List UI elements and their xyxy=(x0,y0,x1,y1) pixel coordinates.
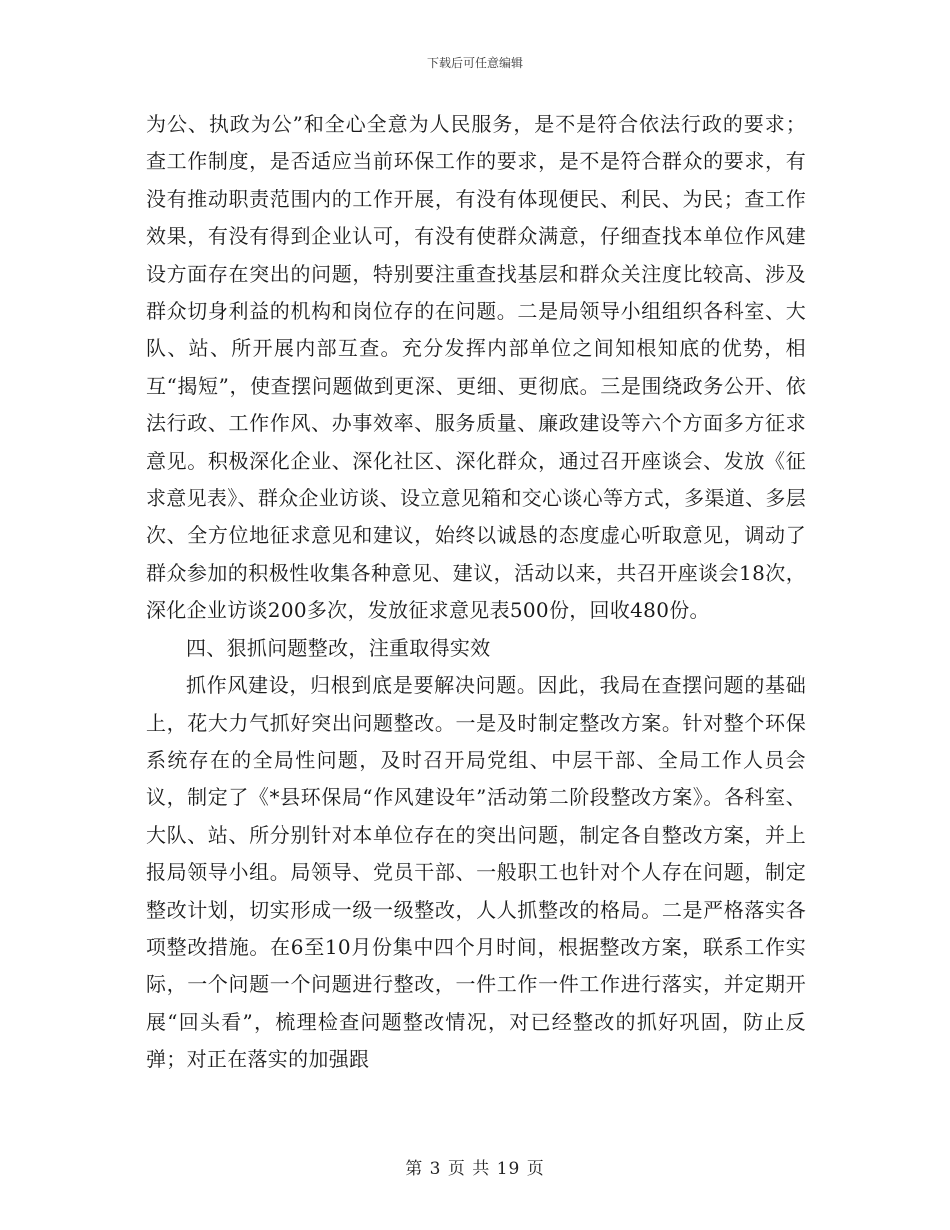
page-number: 第 3 页 共 19 页 xyxy=(405,1159,545,1179)
paragraph-rectification: 抓作风建设，归根到底是要解决问题。因此，我局在查摆问题的基础上，花大力气抓好突出问题整改。一是及时制定整改方案。针对整个环保系统存在的全局性问题，及时召开局党组、中层干部、全局工作人员会议，制定了《*县环保局“作风建设年”活动第二阶段整改方案》。各科室、大队、站、所分别针对本单位存在的突出问题，制定各自整改方案，并上报局领导小组。局领导、党员干部、一般职工也针对个人存在问题，制定整改计划，切实形成一级一级整改，人人抓整改的格局。二是严格落实各项整改措施。在6至10月份集中四个月时间，根据整改方案，联系工作实际，一个问题一个问题进行整改，一件工作一件工作进行落实，并定期开展“回头看”，梳理检查问题整改情况，对已经整改的抓好巩固，防止反弹；对正在落实的加强跟 xyxy=(146,673,806,1072)
document-body xyxy=(146,106,806,1079)
page-header-note: 下载后可任意编辑 xyxy=(426,56,523,70)
paragraph-continuation: 为公、执政为公”和全心全意为人民服务，是不是符合依法行政的要求；查工作制度，是否适应当前环保工作的要求，是不是符合群众的要求，有没有推动职责范围内的工作开展，有没有体现便民、利民、为民；查工作效果，有没有得到企业认可，有没有使群众满意，仔细查找本单位作风建设方面存在突出的问题，特别要注重查找基层和群众关注度比较高、涉及群众切身利益的机构和岗位存的在问题。二是局领导小组组织各科室、大队、站、所开展内部互查。充分发挥内部单位之间知根知底的优势，相互“揭短”，使查摆问题做到更深、更细、更彻底。三是围绕政务公开、依法行政、工作作风、办事效率、服务质量、廉政建设等六个方面多方征求意见。积极深化企业、深化社区、深化群众，通过召开座谈会、发放《征求意见表》、群众企业访谈、设立意见箱和交心谈心等方式，多渠道、多层次、全方位地征求意见和建议，始终以诚恳的态度虚心听取意见，调动了群众参加的积极性收集各种意见、建议，活动以来，共召开座谈会18次，深化企业访谈200多次，发放征求意见表500份，回收480份。 xyxy=(146,112,806,623)
section-heading-4: 四、狠抓问题整改，注重取得实效 xyxy=(186,635,491,660)
